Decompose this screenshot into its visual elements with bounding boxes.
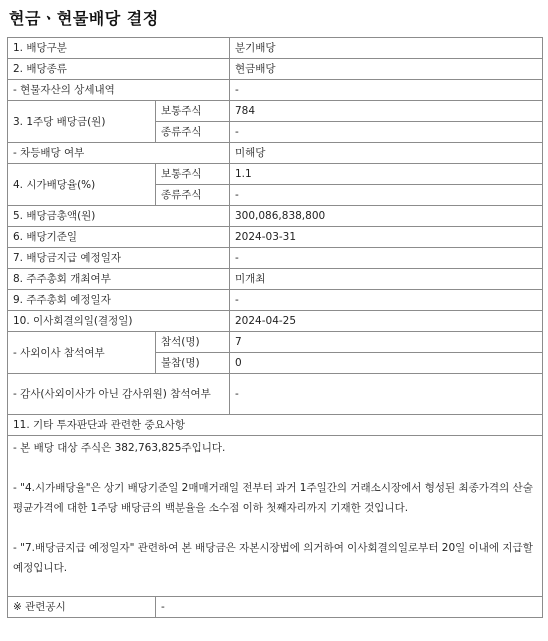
agm-date-value: - bbox=[230, 290, 543, 311]
yield-common-value: 1.1 bbox=[230, 164, 543, 185]
other-matters-label: 11. 기타 투자판단과 관련한 중요사항 bbox=[8, 415, 543, 436]
table-row bbox=[8, 290, 543, 311]
table-row bbox=[8, 269, 543, 290]
table-row bbox=[8, 164, 543, 185]
differential-dividend-label: - 차등배당 여부 bbox=[8, 143, 230, 164]
table-row bbox=[8, 436, 543, 597]
related-disclosure-label: ※ 관련공시 bbox=[8, 597, 156, 618]
yield-preferred-value: - bbox=[230, 185, 543, 206]
dividend-disclosure-table bbox=[7, 37, 543, 618]
dps-common-value: 784 bbox=[230, 101, 543, 122]
record-date-label: 6. 배당기준일 bbox=[8, 227, 230, 248]
agm-held-label: 8. 주주총회 개최여부 bbox=[8, 269, 230, 290]
absent-label: 불참(명) bbox=[156, 353, 230, 374]
table-row bbox=[8, 332, 543, 353]
note-shares: - 본 배당 대상 주식은 382,763,825주입니다. bbox=[13, 442, 226, 454]
outside-director-attendance-label: - 사외이사 참석여부 bbox=[8, 332, 156, 374]
table-row bbox=[8, 374, 543, 415]
payment-date-value: - bbox=[230, 248, 543, 269]
agm-date-label: 9. 주주총회 예정일자 bbox=[8, 290, 230, 311]
total-dividend-label: 5. 배당금총액(원) bbox=[8, 206, 230, 227]
table-row bbox=[8, 38, 543, 59]
dps-preferred-value: - bbox=[230, 122, 543, 143]
dividend-kind-value: 현금배당 bbox=[230, 59, 543, 80]
page-title: 현금ㆍ현물배당 결정 bbox=[9, 9, 159, 28]
related-disclosure-value: - bbox=[156, 597, 543, 618]
payment-date-label: 7. 배당금지급 예정일자 bbox=[8, 248, 230, 269]
dividend-kind-label: 2. 배당종류 bbox=[8, 59, 230, 80]
dps-label: 3. 1주당 배당금(원) bbox=[8, 101, 156, 143]
dividend-yield-label: 4. 시가배당율(%) bbox=[8, 164, 156, 206]
attended-value: 7 bbox=[230, 332, 543, 353]
dps-preferred-label: 종류주식 bbox=[156, 122, 230, 143]
table-row bbox=[8, 101, 543, 122]
board-resolution-date-value: 2024-04-25 bbox=[230, 311, 543, 332]
total-dividend-value: 300,086,838,800 bbox=[230, 206, 543, 227]
table-row bbox=[8, 227, 543, 248]
table-row bbox=[8, 143, 543, 164]
table-row bbox=[8, 80, 543, 101]
in-kind-asset-value: - bbox=[230, 80, 543, 101]
differential-dividend-value: 미해당 bbox=[230, 143, 543, 164]
record-date-value: 2024-03-31 bbox=[230, 227, 543, 248]
in-kind-asset-label: - 현물자산의 상세내역 bbox=[8, 80, 230, 101]
table-row bbox=[8, 597, 543, 618]
table-row bbox=[8, 248, 543, 269]
attended-label: 참석(명) bbox=[156, 332, 230, 353]
note-yield: - "4.시가배당율"은 상기 배당기준일 2매매거래일 전부터 과거 1주일간의 거래소시장에서 형성된 최종가격의 산술평균가격에 대한 1주당 배당금의 백분율을 소수점 이하 첫째자리까지 기재한 것입니다. bbox=[13, 482, 533, 514]
table-row bbox=[8, 415, 543, 436]
absent-value: 0 bbox=[230, 353, 543, 374]
table-row bbox=[8, 311, 543, 332]
dps-common-label: 보통주식 bbox=[156, 101, 230, 122]
auditor-attendance-value: - bbox=[230, 374, 543, 415]
auditor-attendance-label: - 감사(사외이사가 아닌 감사위원) 참석여부 bbox=[8, 374, 230, 415]
yield-common-label: 보통주식 bbox=[156, 164, 230, 185]
agm-held-value: 미개최 bbox=[230, 269, 543, 290]
other-matters-notes bbox=[8, 436, 543, 597]
table-row bbox=[8, 59, 543, 80]
note-payment: - "7.배당금지급 예정일자" 관련하여 본 배당금은 자본시장법에 의거하여 이사회결의일로부터 20일 이내에 지급할 예정입니다. bbox=[13, 542, 533, 574]
board-resolution-date-label: 10. 이사회결의일(결정일) bbox=[8, 311, 230, 332]
dividend-type-value: 분기배당 bbox=[230, 38, 543, 59]
table-row bbox=[8, 206, 543, 227]
dividend-type-label: 1. 배당구분 bbox=[8, 38, 230, 59]
yield-preferred-label: 종류주식 bbox=[156, 185, 230, 206]
